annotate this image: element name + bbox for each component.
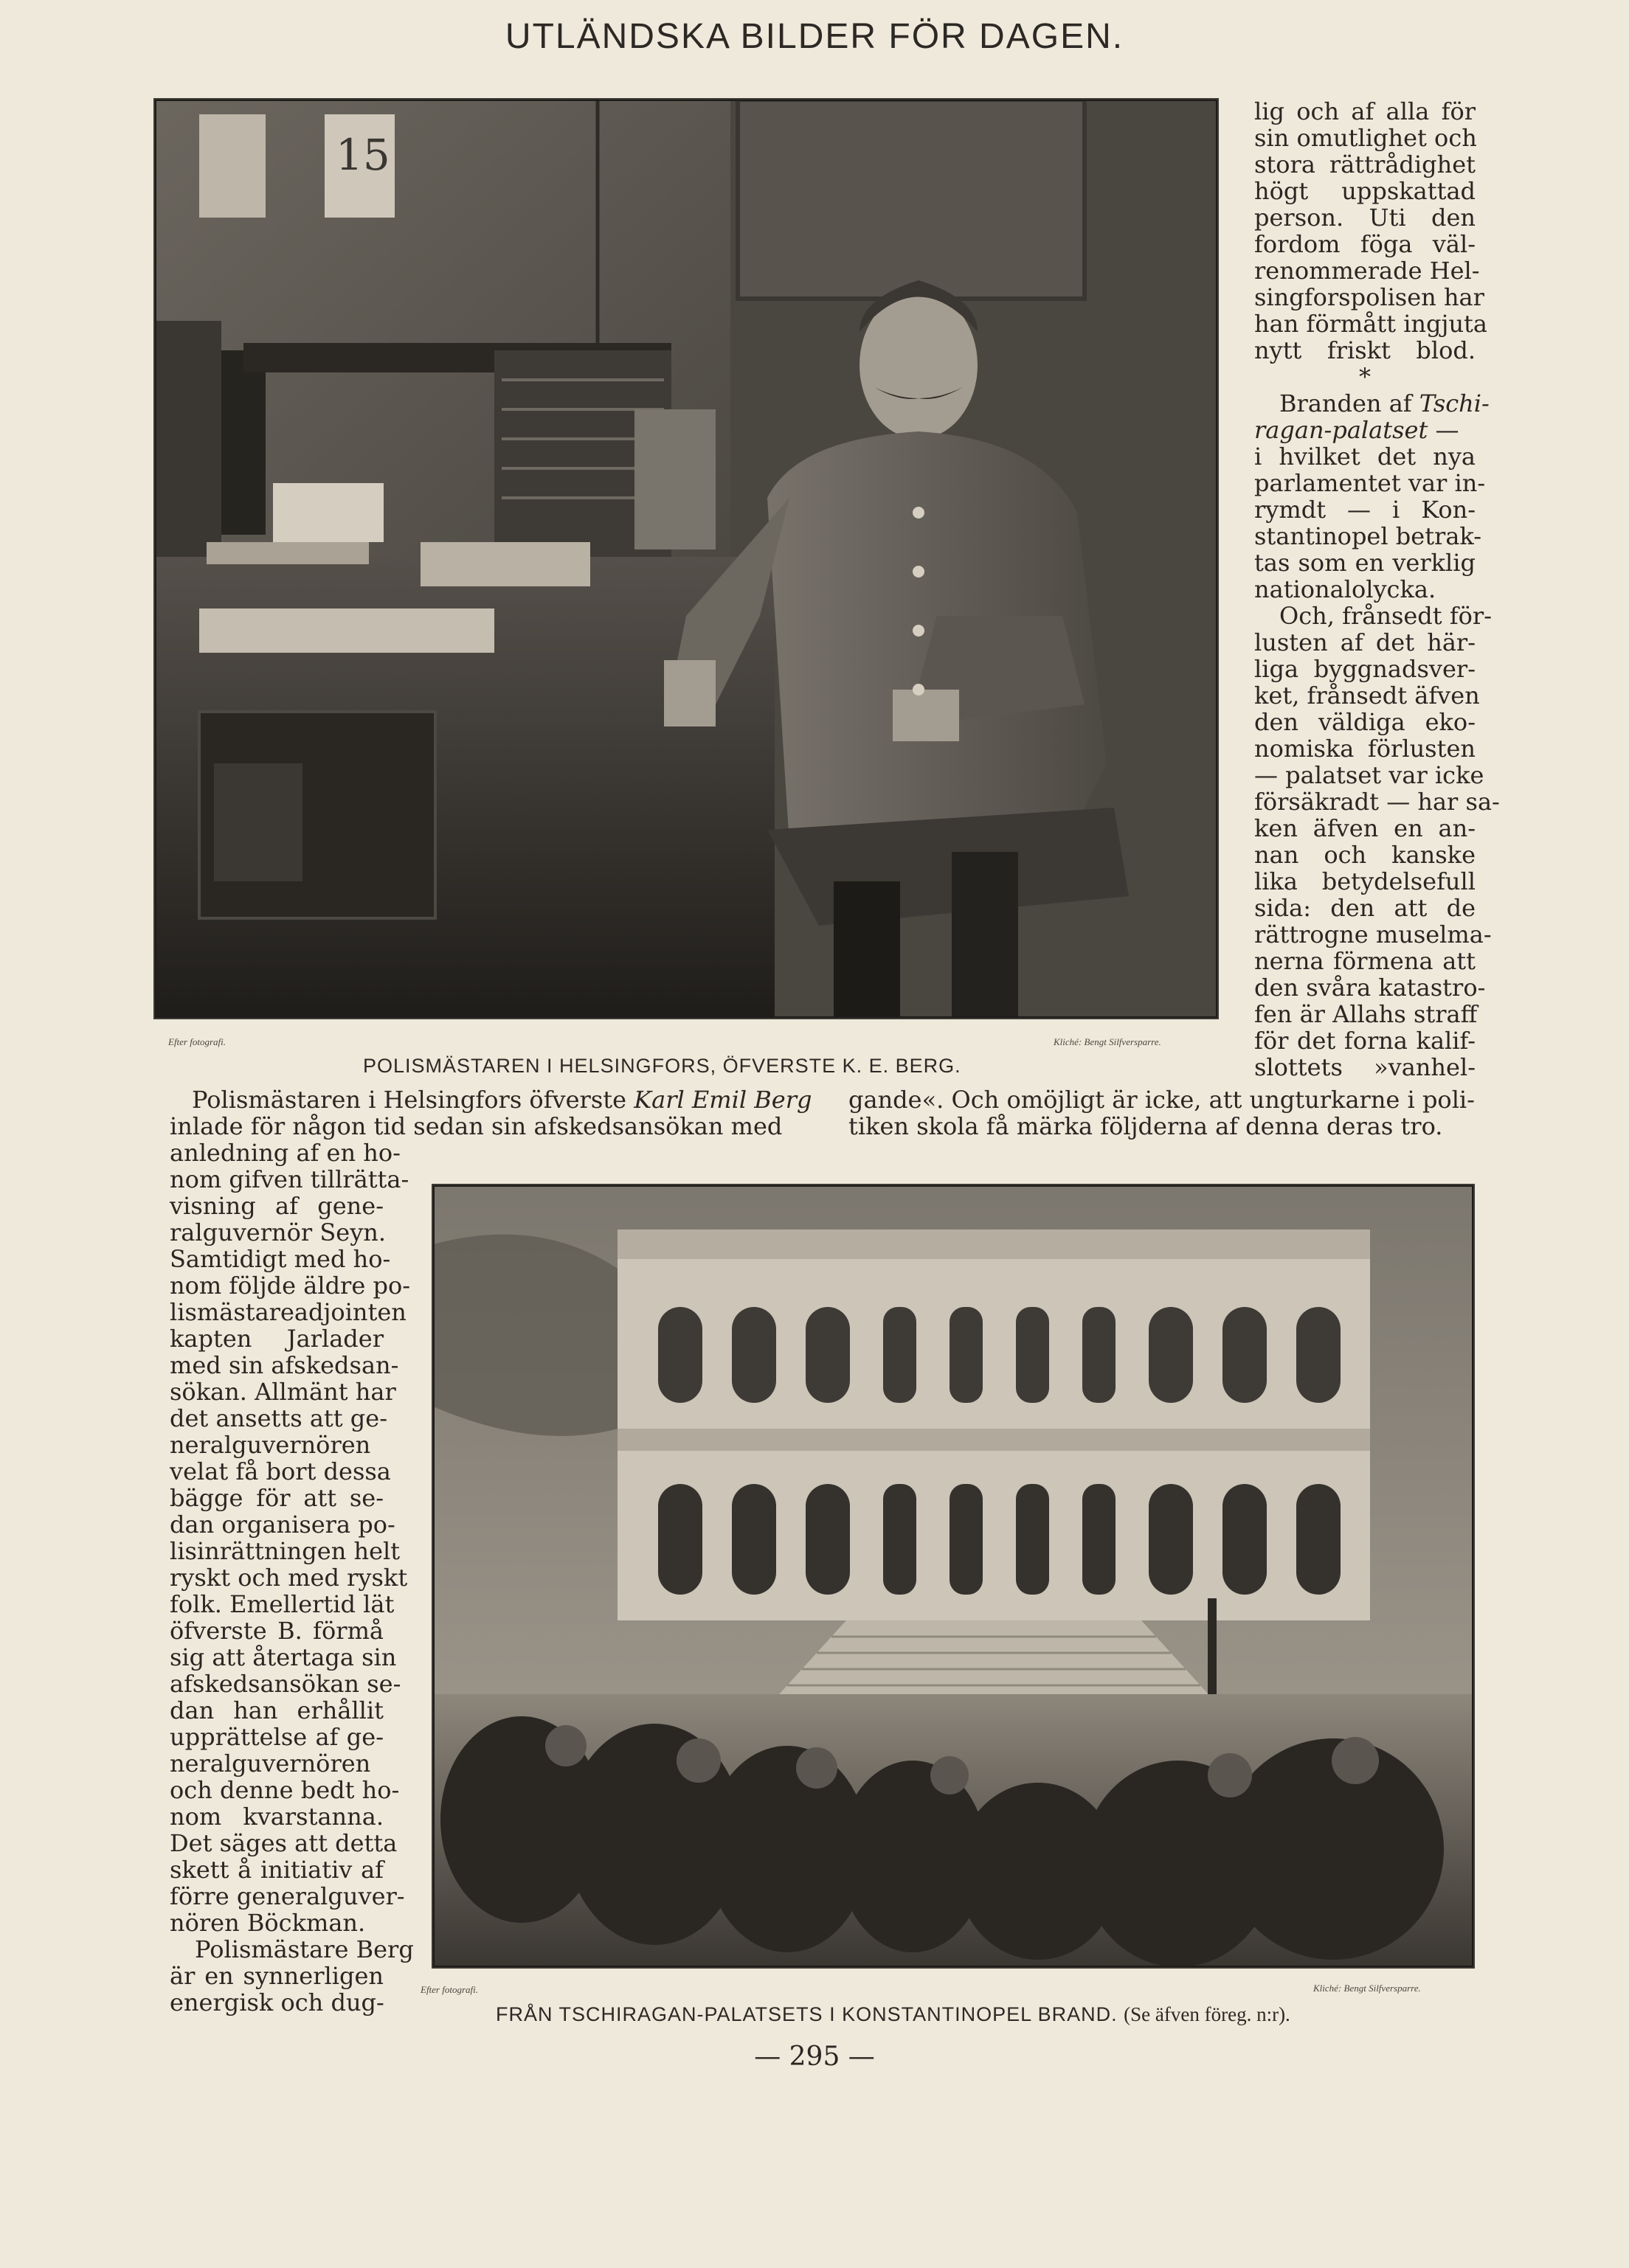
text-line: fen är Allahs straff xyxy=(1254,1000,1478,1028)
text-line: person. Uti den xyxy=(1254,204,1476,232)
palace-engraver-credit: Kliché: Bengt Silfversparre. xyxy=(1313,1983,1421,1994)
text-line: nationalolycka. xyxy=(1254,575,1436,603)
text-line: ryskt och med ryskt xyxy=(170,1564,408,1592)
text-line: energisk och dug- xyxy=(170,1988,384,2016)
text-line: kapten Jarlader xyxy=(170,1325,384,1353)
text-line: parlamentet var in- xyxy=(1254,469,1486,497)
text-line: med sin afskedsan- xyxy=(170,1351,399,1379)
palace-photo xyxy=(432,1184,1475,1969)
article-opening-line-2: inlade för någon tid sedan sin afskedsansökan med xyxy=(170,1112,783,1140)
text-line: nom följde äldre po- xyxy=(170,1272,411,1300)
text-line: neralguvernören xyxy=(170,1749,371,1778)
text-line: för det forna kalif- xyxy=(1254,1027,1476,1055)
text-line: lismästareadjointen xyxy=(170,1298,407,1326)
text-line: i hvilket det nya xyxy=(1254,443,1476,471)
text-line: förre generalguver- xyxy=(170,1882,405,1910)
person-name-italic: Karl Emil Berg xyxy=(634,1086,812,1114)
text-line: nan och kanske xyxy=(1254,841,1476,869)
text-line: nerna förmena att xyxy=(1254,947,1476,975)
text-line: Samtidigt med ho- xyxy=(170,1245,391,1273)
text-line: velat få bort dessa xyxy=(170,1457,391,1485)
text-line: renommerade Hel- xyxy=(1254,257,1480,285)
text-line: han förmått ingjuta xyxy=(1254,310,1487,338)
portrait-engraver-credit: Kliché: Bengt Silfversparre. xyxy=(1054,1036,1161,1047)
text-line: liga byggnadsver- xyxy=(1254,655,1476,683)
text-line: folk. Emellertid lät xyxy=(170,1590,395,1618)
text-line: stora rättrådighet xyxy=(1254,150,1476,178)
palace-caption-note: (Se äfven föreg. n:r). xyxy=(1124,2003,1290,2025)
continuation-line-1: gande«. Och omöjligt är icke, att ungturkarne i poli- xyxy=(848,1086,1475,1114)
text-line xyxy=(1254,389,1490,417)
portrait-caption: POLISMÄSTAREN I HELSINGFORS, ÖFVERSTE K. E. BERG. xyxy=(363,1055,961,1077)
text-line: Och, frånsedt för- xyxy=(1279,602,1493,630)
text-line: dan han erhållit xyxy=(170,1696,384,1724)
text-line: ken äfven en an- xyxy=(1254,814,1476,842)
text-line: nytt friskt blod. xyxy=(1254,336,1476,364)
calendar-day: 15 xyxy=(336,130,390,180)
text-line: slottets »vanhel- xyxy=(1254,1053,1476,1081)
text-line: sökan. Allmänt har xyxy=(170,1378,396,1406)
palace-name-italic: ragan-palatset xyxy=(1254,416,1428,444)
text-line xyxy=(1254,417,1476,443)
section-separator: * xyxy=(1359,363,1371,391)
text-line: sin omutlighet och xyxy=(1254,124,1477,152)
text-line: bägge för att se- xyxy=(170,1484,384,1512)
text-line: visning af gene- xyxy=(170,1192,384,1220)
text-line: den svåra katastro- xyxy=(1254,974,1486,1002)
text-fragment: — xyxy=(1428,416,1459,444)
portrait-illustration xyxy=(155,100,1217,1018)
text-line: nören Böckman. xyxy=(170,1909,366,1937)
page-title: UTLÄNDSKA BILDER FÖR DAGEN. xyxy=(505,17,1124,56)
text-line: skett å initiativ af xyxy=(170,1856,384,1884)
text-line: lisinrättningen helt xyxy=(170,1537,401,1565)
text-line: nomiska förlusten xyxy=(1254,735,1476,763)
palace-illustration xyxy=(433,1185,1473,1967)
page-number: — 295 — xyxy=(754,2042,875,2072)
portrait-photo xyxy=(153,98,1219,1019)
text-line: högt uppskattad xyxy=(1254,177,1476,205)
text-line: lika betydelsefull xyxy=(1254,867,1476,895)
text-line: ket, frånsedt äfven xyxy=(1254,682,1480,710)
text-line: nom kvarstanna. xyxy=(170,1803,384,1831)
text-line: dan organisera po- xyxy=(170,1511,395,1539)
text-line: singforspolisen har xyxy=(1254,283,1484,311)
text-line: Polismästare Berg xyxy=(195,1935,414,1963)
text-line: afskedsansökan se- xyxy=(170,1670,401,1698)
palace-photo-credit: Efter fotografi. xyxy=(421,1984,478,1995)
text-line: och denne bedt ho- xyxy=(170,1776,400,1804)
text-line: rymdt — i Kon- xyxy=(1254,496,1476,524)
palace-caption-text: FRÅN TSCHIRAGAN-PALATSETS I KONSTANTINOPEL BRAND. xyxy=(496,2003,1118,2025)
text-line: öfverste B. förmå xyxy=(170,1617,384,1645)
text-line: är en synnerligen xyxy=(170,1962,384,1990)
text-line: upprättelse af ge- xyxy=(170,1723,384,1751)
text-line: lusten af det här- xyxy=(1254,628,1476,656)
text-line: lig och af alla för xyxy=(1254,97,1476,125)
text-line: sida: den att de xyxy=(1254,894,1476,922)
text-line: anledning af en ho- xyxy=(170,1139,401,1167)
text-line: neralguvernören xyxy=(170,1431,371,1459)
text-line: försäkradt — har sa- xyxy=(1254,788,1500,816)
right-column-article xyxy=(1254,97,1500,1081)
text-line: sig att återtaga sin xyxy=(170,1643,397,1671)
portrait-photo-credit: Efter fotografi. xyxy=(168,1036,226,1047)
text-line: tas som en verklig xyxy=(1254,549,1476,577)
continuation-line-2: tiken skola få märka följderna af denna deras tro. xyxy=(848,1112,1443,1140)
palace-caption xyxy=(496,2003,1290,2026)
text-line: stantinopel betrak- xyxy=(1254,522,1482,550)
palace-name-italic: Tschi- xyxy=(1419,389,1490,417)
left-column-article xyxy=(170,1139,414,2016)
article-opening-line-1 xyxy=(192,1086,812,1113)
text-line: Det säges att detta xyxy=(170,1829,398,1857)
text-line: nom gifven tillrätta- xyxy=(170,1165,409,1193)
text-line: rättrogne muselma- xyxy=(1254,920,1492,949)
text-line: fordom föga väl- xyxy=(1254,230,1476,258)
text-line: ralguvernör Seyn. xyxy=(170,1218,387,1246)
text-fragment: Polismästaren i Helsingfors öfverste xyxy=(192,1086,634,1114)
text-line: det ansetts att ge- xyxy=(170,1404,388,1432)
text-line: — palatset var icke xyxy=(1254,761,1484,789)
text-line: den väldiga eko- xyxy=(1254,708,1476,736)
text-fragment: Branden af xyxy=(1279,389,1412,417)
